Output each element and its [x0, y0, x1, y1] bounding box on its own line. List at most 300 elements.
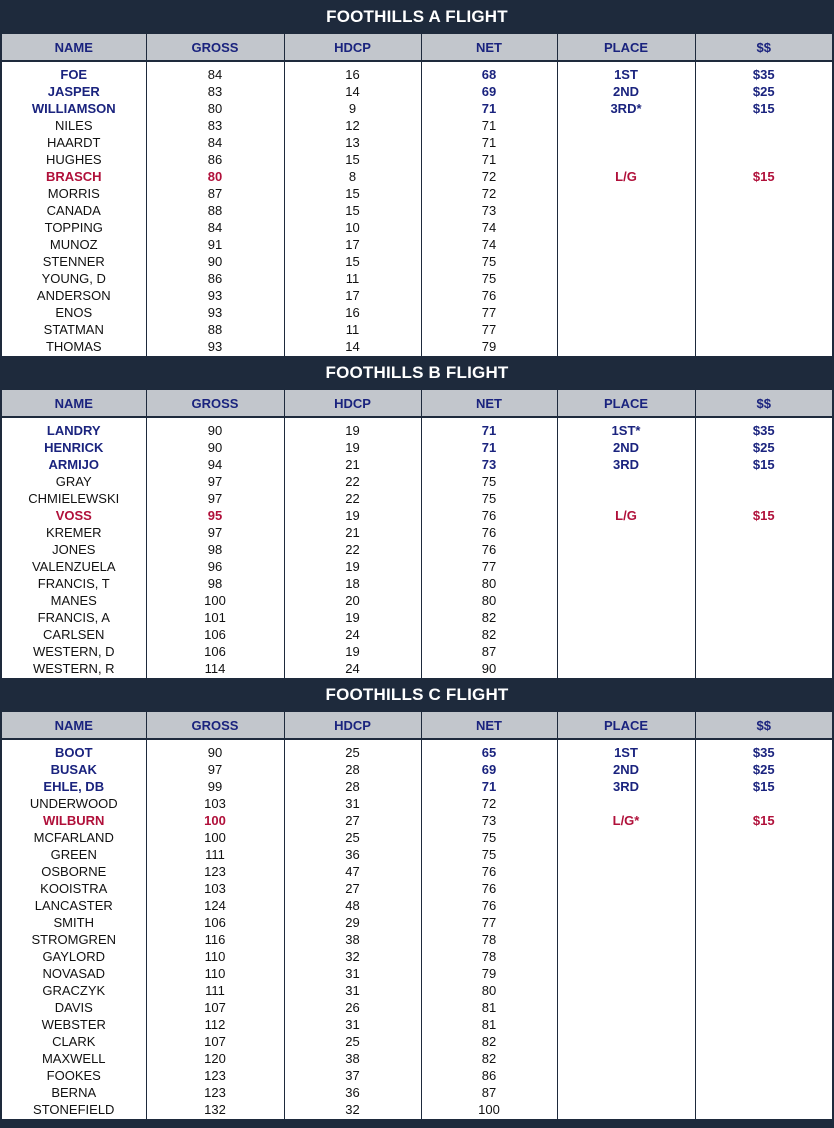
prize-money: $15 — [695, 778, 832, 795]
handicap: 38 — [284, 931, 421, 948]
player-name: MCFARLAND — [33, 830, 114, 845]
results-body — [2, 739, 832, 1119]
net-score: 82 — [421, 1050, 557, 1067]
handicap: 16 — [284, 61, 421, 83]
prize-money: $25 — [695, 439, 832, 456]
place — [557, 321, 695, 338]
handicap: 15 — [284, 185, 421, 202]
gross-score: 84 — [146, 61, 284, 83]
net-score: 76 — [421, 880, 557, 897]
place — [557, 151, 695, 168]
table-row — [2, 1101, 832, 1119]
player-name: NILES — [54, 118, 93, 133]
player-name: HUGHES — [45, 152, 102, 167]
place — [557, 473, 695, 490]
net-score: 74 — [421, 219, 557, 236]
handicap: 32 — [284, 948, 421, 965]
player-name: ENOS — [55, 305, 93, 320]
place — [557, 202, 695, 219]
place — [557, 795, 695, 812]
gross-score: 107 — [146, 999, 284, 1016]
prize-money — [695, 914, 832, 931]
col-header-place: PLACE — [557, 390, 695, 417]
prize-money — [695, 321, 832, 338]
place — [557, 592, 695, 609]
player-name: MORRIS — [47, 186, 100, 201]
gross-score: 97 — [146, 473, 284, 490]
place — [557, 660, 695, 678]
prize-money: $15 — [695, 812, 832, 829]
place — [557, 1033, 695, 1050]
player-name: BUSAK — [50, 762, 97, 777]
place — [557, 287, 695, 304]
place — [557, 575, 695, 592]
gross-score: 101 — [146, 609, 284, 626]
player-name: CHMIELEWSKI — [28, 491, 120, 506]
gross-score: 103 — [146, 795, 284, 812]
handicap: 48 — [284, 897, 421, 914]
handicap: 15 — [284, 151, 421, 168]
player-name: YOUNG, D — [41, 271, 106, 286]
player-name: KREMER — [45, 525, 102, 540]
handicap: 47 — [284, 863, 421, 880]
col-header-hdcp: HDCP — [284, 712, 421, 739]
table-row — [2, 524, 832, 541]
gross-score: 124 — [146, 897, 284, 914]
place — [557, 829, 695, 846]
flight-a — [2, 0, 832, 356]
gross-score: 103 — [146, 880, 284, 897]
net-score: 74 — [421, 236, 557, 253]
net-score: 65 — [421, 739, 557, 761]
net-score: 75 — [421, 270, 557, 287]
table-row — [2, 948, 832, 965]
prize-money — [695, 185, 832, 202]
net-score: 78 — [421, 948, 557, 965]
net-score: 73 — [421, 456, 557, 473]
place — [557, 253, 695, 270]
handicap: 9 — [284, 100, 421, 117]
table-row — [2, 219, 832, 236]
gross-score: 120 — [146, 1050, 284, 1067]
prize-money: $35 — [695, 61, 832, 83]
net-score: 76 — [421, 541, 557, 558]
net-score: 71 — [421, 100, 557, 117]
handicap: 38 — [284, 1050, 421, 1067]
player-name: KOOISTRA — [40, 881, 108, 896]
net-score: 75 — [421, 490, 557, 507]
table-row — [2, 417, 832, 439]
handicap: 18 — [284, 575, 421, 592]
prize-money — [695, 134, 832, 151]
prize-money — [695, 541, 832, 558]
table-row — [2, 761, 832, 778]
flight-title: FOOTHILLS B FLIGHT — [325, 363, 509, 382]
place — [557, 117, 695, 134]
prize-money — [695, 524, 832, 541]
prize-money: $35 — [695, 417, 832, 439]
gross-score: 100 — [146, 812, 284, 829]
table-row — [2, 151, 832, 168]
gross-score: 80 — [146, 168, 284, 185]
prize-money: $15 — [695, 507, 832, 524]
col-header-place: PLACE — [557, 34, 695, 61]
table-row — [2, 778, 832, 795]
net-score: 77 — [421, 321, 557, 338]
player-name: FOE — [60, 67, 88, 82]
table-row — [2, 558, 832, 575]
table-row — [2, 1084, 832, 1101]
net-score: 81 — [421, 1016, 557, 1033]
prize-money — [695, 219, 832, 236]
header-row — [2, 34, 832, 61]
results-table — [2, 34, 832, 356]
table-row — [2, 168, 832, 185]
gross-score: 106 — [146, 643, 284, 660]
handicap: 15 — [284, 253, 421, 270]
handicap: 17 — [284, 236, 421, 253]
player-name: WESTERN, R — [32, 661, 115, 676]
flight-title: FOOTHILLS A FLIGHT — [326, 7, 508, 26]
prize-money — [695, 660, 832, 678]
net-score: 73 — [421, 812, 557, 829]
net-score: 77 — [421, 914, 557, 931]
place: 1ST — [557, 61, 695, 83]
col-header-gross: GROSS — [146, 34, 284, 61]
net-score: 87 — [421, 643, 557, 660]
prize-money — [695, 338, 832, 356]
handicap: 37 — [284, 1067, 421, 1084]
prize-money — [695, 880, 832, 897]
handicap: 19 — [284, 507, 421, 524]
gross-score: 90 — [146, 253, 284, 270]
net-score: 90 — [421, 660, 557, 678]
net-score: 71 — [421, 439, 557, 456]
player-name: CANADA — [46, 203, 101, 218]
gross-score: 83 — [146, 83, 284, 100]
player-name: STATMAN — [43, 322, 104, 337]
prize-money — [695, 558, 832, 575]
handicap: 21 — [284, 456, 421, 473]
handicap: 8 — [284, 168, 421, 185]
gross-score: 84 — [146, 134, 284, 151]
player-name: FRANCIS, T — [37, 576, 110, 591]
table-row — [2, 439, 832, 456]
net-score: 77 — [421, 304, 557, 321]
gross-score: 94 — [146, 456, 284, 473]
player-name: HAARDT — [47, 135, 101, 150]
player-name: UNDERWOOD — [29, 796, 118, 811]
place — [557, 338, 695, 356]
gross-score: 95 — [146, 507, 284, 524]
gross-score: 80 — [146, 100, 284, 117]
col-header-net: NET — [421, 712, 557, 739]
place — [557, 219, 695, 236]
place — [557, 609, 695, 626]
col-header-name: NAME — [2, 34, 146, 61]
gross-score: 116 — [146, 931, 284, 948]
prize-money — [695, 829, 832, 846]
net-score: 76 — [421, 507, 557, 524]
handicap: 10 — [284, 219, 421, 236]
prize-money — [695, 1016, 832, 1033]
handicap: 24 — [284, 660, 421, 678]
handicap: 28 — [284, 761, 421, 778]
prize-money — [695, 151, 832, 168]
player-name: BRASCH — [45, 169, 102, 184]
player-name: FRANCIS, A — [37, 610, 110, 625]
table-row — [2, 982, 832, 999]
table-row — [2, 1067, 832, 1084]
place — [557, 1050, 695, 1067]
table-row — [2, 1050, 832, 1067]
col-header-money: $$ — [695, 712, 832, 739]
net-score: 71 — [421, 151, 557, 168]
prize-money — [695, 609, 832, 626]
handicap: 29 — [284, 914, 421, 931]
prize-money — [695, 626, 832, 643]
net-score: 75 — [421, 253, 557, 270]
player-name: GRACZYK — [42, 983, 106, 998]
flight-c — [2, 678, 832, 1119]
handicap: 12 — [284, 117, 421, 134]
net-score: 100 — [421, 1101, 557, 1119]
table-row — [2, 83, 832, 100]
table-row — [2, 965, 832, 982]
col-header-net: NET — [421, 390, 557, 417]
prize-money: $15 — [695, 168, 832, 185]
net-score: 72 — [421, 185, 557, 202]
handicap: 26 — [284, 999, 421, 1016]
net-score: 82 — [421, 626, 557, 643]
handicap: 11 — [284, 321, 421, 338]
gross-score: 90 — [146, 439, 284, 456]
player-name: JASPER — [47, 84, 100, 99]
gross-score: 88 — [146, 202, 284, 219]
gross-score: 100 — [146, 592, 284, 609]
table-row — [2, 999, 832, 1016]
net-score: 75 — [421, 846, 557, 863]
gross-score: 106 — [146, 626, 284, 643]
gross-score: 98 — [146, 541, 284, 558]
handicap: 22 — [284, 541, 421, 558]
table-row — [2, 846, 832, 863]
place: L/G — [557, 507, 695, 524]
player-name: GAYLORD — [42, 949, 106, 964]
prize-money — [695, 948, 832, 965]
table-row — [2, 1033, 832, 1050]
gross-score: 93 — [146, 338, 284, 356]
gross-score: 123 — [146, 863, 284, 880]
player-name: BERNA — [51, 1085, 97, 1100]
place — [557, 1084, 695, 1101]
col-header-money: $$ — [695, 34, 832, 61]
net-score: 75 — [421, 473, 557, 490]
prize-money — [695, 202, 832, 219]
table-row — [2, 609, 832, 626]
player-name: WILLIAMSON — [31, 101, 116, 116]
gross-score: 90 — [146, 739, 284, 761]
player-name: BOOT — [54, 745, 93, 760]
net-score: 82 — [421, 1033, 557, 1050]
table-row — [2, 541, 832, 558]
table-row — [2, 795, 832, 812]
handicap: 31 — [284, 1016, 421, 1033]
net-score: 80 — [421, 592, 557, 609]
prize-money — [695, 863, 832, 880]
gross-score: 132 — [146, 1101, 284, 1119]
handicap: 31 — [284, 982, 421, 999]
net-score: 76 — [421, 524, 557, 541]
col-header-name: NAME — [2, 390, 146, 417]
handicap: 36 — [284, 1084, 421, 1101]
table-row — [2, 643, 832, 660]
prize-money — [695, 1033, 832, 1050]
net-score: 79 — [421, 965, 557, 982]
handicap: 22 — [284, 473, 421, 490]
place — [557, 999, 695, 1016]
col-header-gross: GROSS — [146, 712, 284, 739]
gross-score: 123 — [146, 1067, 284, 1084]
handicap: 19 — [284, 643, 421, 660]
table-row — [2, 253, 832, 270]
place — [557, 270, 695, 287]
net-score: 75 — [421, 829, 557, 846]
header-row — [2, 390, 832, 417]
flight-b — [2, 356, 832, 678]
place — [557, 914, 695, 931]
place — [557, 134, 695, 151]
handicap: 16 — [284, 304, 421, 321]
player-name: GRAY — [55, 474, 92, 489]
place — [557, 1101, 695, 1119]
table-row — [2, 117, 832, 134]
prize-money — [695, 592, 832, 609]
place — [557, 541, 695, 558]
net-score: 78 — [421, 931, 557, 948]
player-name: STROMGREN — [31, 932, 116, 947]
gross-score: 93 — [146, 304, 284, 321]
table-row — [2, 575, 832, 592]
place — [557, 965, 695, 982]
handicap: 32 — [284, 1101, 421, 1119]
prize-money — [695, 117, 832, 134]
gross-score: 86 — [146, 151, 284, 168]
prize-money — [695, 253, 832, 270]
place — [557, 931, 695, 948]
player-name: VALENZUELA — [31, 559, 116, 574]
gross-score: 90 — [146, 417, 284, 439]
table-row — [2, 236, 832, 253]
handicap: 14 — [284, 338, 421, 356]
net-score: 71 — [421, 117, 557, 134]
place — [557, 524, 695, 541]
table-row — [2, 304, 832, 321]
table-row — [2, 270, 832, 287]
gross-score: 98 — [146, 575, 284, 592]
gross-score: 87 — [146, 185, 284, 202]
handicap: 19 — [284, 439, 421, 456]
net-score: 73 — [421, 202, 557, 219]
net-score: 72 — [421, 168, 557, 185]
gross-score: 93 — [146, 287, 284, 304]
prize-money — [695, 490, 832, 507]
gross-score: 123 — [146, 1084, 284, 1101]
prize-money — [695, 270, 832, 287]
handicap: 36 — [284, 846, 421, 863]
handicap: 27 — [284, 880, 421, 897]
prize-money — [695, 846, 832, 863]
handicap: 31 — [284, 795, 421, 812]
net-score: 76 — [421, 287, 557, 304]
handicap: 24 — [284, 626, 421, 643]
place: L/G — [557, 168, 695, 185]
table-row — [2, 812, 832, 829]
net-score: 71 — [421, 134, 557, 151]
player-name: WILBURN — [43, 813, 105, 828]
player-name: WEBSTER — [41, 1017, 106, 1032]
gross-score: 97 — [146, 490, 284, 507]
player-name: OSBORNE — [41, 864, 107, 879]
player-name: LANDRY — [46, 423, 101, 438]
prize-money — [695, 236, 832, 253]
net-score: 71 — [421, 417, 557, 439]
results-table — [2, 390, 832, 678]
place: L/G* — [557, 812, 695, 829]
net-score: 69 — [421, 83, 557, 100]
results-body — [2, 417, 832, 678]
handicap: 19 — [284, 558, 421, 575]
handicap: 17 — [284, 287, 421, 304]
player-name: HENRICK — [44, 440, 104, 455]
player-name: LANCASTER — [34, 898, 113, 913]
player-name: SMITH — [53, 915, 94, 930]
gross-score: 100 — [146, 829, 284, 846]
handicap: 14 — [284, 83, 421, 100]
gross-score: 107 — [146, 1033, 284, 1050]
gross-score: 83 — [146, 117, 284, 134]
place: 2ND — [557, 439, 695, 456]
prize-money — [695, 1084, 832, 1101]
col-header-place: PLACE — [557, 712, 695, 739]
place — [557, 897, 695, 914]
table-row — [2, 660, 832, 678]
place — [557, 982, 695, 999]
col-header-name: NAME — [2, 712, 146, 739]
prize-money — [695, 643, 832, 660]
place — [557, 304, 695, 321]
place — [557, 948, 695, 965]
place — [557, 1016, 695, 1033]
place — [557, 643, 695, 660]
table-row — [2, 61, 832, 83]
prize-money — [695, 1067, 832, 1084]
results-table — [2, 712, 832, 1119]
prize-money — [695, 982, 832, 999]
table-row — [2, 507, 832, 524]
gross-score: 110 — [146, 948, 284, 965]
player-name: ANDERSON — [36, 288, 111, 303]
gross-score: 97 — [146, 524, 284, 541]
table-row — [2, 490, 832, 507]
place: 3RD — [557, 456, 695, 473]
place — [557, 185, 695, 202]
gross-score: 112 — [146, 1016, 284, 1033]
table-row — [2, 914, 832, 931]
net-score: 68 — [421, 61, 557, 83]
player-name: STONEFIELD — [33, 1102, 115, 1117]
prize-money — [695, 1101, 832, 1119]
